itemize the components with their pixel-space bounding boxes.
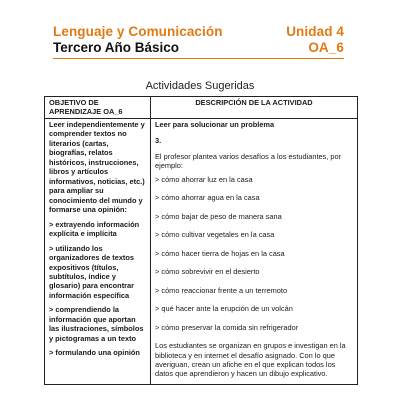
activities-table <box>44 96 358 385</box>
activity-column-header: DESCRIPCIÓN DE LA ACTIVIDAD <box>151 97 358 119</box>
grade-title: Tercero Año Básico <box>53 40 180 55</box>
section-title: Actividades Sugeridas <box>145 80 255 92</box>
table-row <box>45 118 358 384</box>
page-header <box>53 24 344 55</box>
table-header-row <box>45 97 358 119</box>
challenge-item: > cómo sobrevivir en el desierto <box>155 267 260 277</box>
subject-title: Lenguaje y Comunicación <box>53 24 223 39</box>
objective-text: Leer independientemente y comprender textos no literarios (cartas, biografías, relatos históricos, instrucciones, libros y artículos informativos, noticias, etc.) para ampliar su conocimiento del mundo y formarse una opinión: <box>49 119 145 215</box>
activity-intro: El profesor plantea varios desafíos a los estudiantes, por ejemplo: <box>155 151 342 171</box>
challenge-item: > cómo hacer tierra de hojas en la casa <box>155 248 285 258</box>
objective-bullet: > comprendiendo la información que aportan las ilustraciones, símbolos y pictogramas a un texto <box>49 305 144 343</box>
activity-number: 3. <box>155 136 162 146</box>
objective-code: OA_6 <box>308 40 344 55</box>
challenge-item: > cómo ahorrar agua en la casa <box>155 193 260 203</box>
objective-bullet: > utilizando los organizadores de textos expositivos (títulos, subtítulos, índice y glosario) para encontrar información específica <box>49 243 135 300</box>
header-divider <box>53 58 344 59</box>
unit-label: Unidad 4 <box>286 24 344 39</box>
challenge-item: > cómo cultivar vegetales en la casa <box>155 230 275 240</box>
challenge-item: > cómo bajar de peso de manera sana <box>155 211 282 221</box>
activity-title: Leer para solucionar un problema <box>155 119 275 129</box>
objective-bullet: > extrayendo información explícita e implícita <box>49 219 140 239</box>
challenge-item: > cómo ahorrar luz en la casa <box>155 174 253 184</box>
objective-bullet: > formulando una opinión <box>49 348 140 358</box>
activity-closing: Los estudiantes se organizan en grupos e investigan en la biblioteca y en internet el desafío asignado. Con lo que averiguan, crean un afiche en el que explican todos los datos que aprendieron y hacen un dibujo explicativo. <box>155 341 346 379</box>
challenge-item: > qué hacer ante la erupción de un volcán <box>155 304 293 314</box>
challenge-item: > cómo reaccionar frente a un terremoto <box>155 285 288 295</box>
objective-column-header: OBJETIVO DE APRENDIZAJE OA_6 <box>45 97 151 119</box>
challenge-item: > cómo preservar la comida sin refrigerador <box>155 322 299 332</box>
objective-cell <box>45 118 151 384</box>
activity-cell <box>151 118 358 384</box>
